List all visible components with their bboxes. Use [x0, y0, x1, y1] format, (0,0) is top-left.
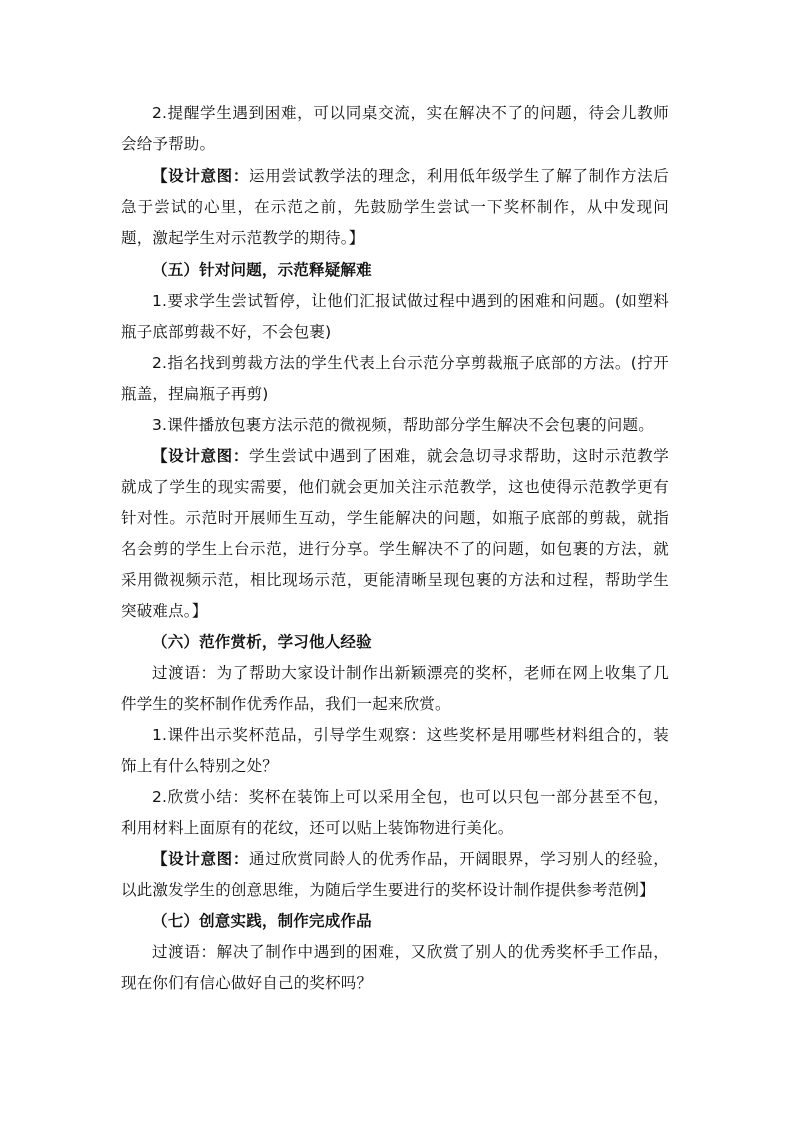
- design-intent-label: 【设计意图：: [152, 167, 250, 185]
- paragraph-step-1-pause: 1.要求学生尝试暂停，让他们汇报试做过程中遇到的困难和问题。(如塑料瓶子底部剪裁不好，不会包裹): [121, 292, 669, 341]
- paragraph-transition-1: 过渡语：为了帮助大家设计制作出新颖漂亮的奖杯，老师在网上收集了几件学生的奖杯制作优秀作品，我们一起来欣赏。: [121, 664, 669, 713]
- paragraph-show-samples: 1.课件出示奖杯范品，引导学生观察：这些奖杯是用哪些材料组合的，装饰上有什么特别之处？: [121, 726, 669, 775]
- paragraph-step-3-video: 3.课件播放包裹方法示范的微视频，帮助部分学生解决不会包裹的问题。: [152, 416, 654, 434]
- design-intent-note-3: [121, 844, 669, 906]
- design-intent-text: 通过欣赏同龄人的优秀作品，开阔眼界，学习别人的经验，以此激发学生的创意思维，为随后学生要进行的奖杯设计制作提供参考范例】: [121, 850, 670, 899]
- paragraph-step-2-demo: 2.指名找到剪裁方法的学生代表上台示范分享剪裁瓶子底部的方法。(拧开瓶盖，捏扁瓶子再剪): [121, 354, 669, 403]
- design-intent-text: 学生尝试中遇到了困难，就会急切寻求帮助，这时示范教学就成了学生的现实需要，他们就会更加关注示范教学，这也使得示范教学更有针对性。示范时开展师生互动，学生能解决的问题，如瓶子底部的剪裁，就指名会剪的学生上台示范，进行分享。学生解决不了的问题，如包裹的方法，就采用微视频示范，相比现场示范，更能清晰呈现包裹的方法和过程，帮助学生突破难点。】: [121, 447, 670, 620]
- design-intent-note-1: [121, 161, 669, 254]
- document-page: [121, 98, 669, 999]
- section-heading-5: （五）针对问题，示范释疑解难: [152, 261, 372, 279]
- design-intent-note-2: [121, 441, 669, 627]
- section-heading-6: （六）范作赏析，学习他人经验: [152, 633, 372, 651]
- design-intent-text: 运用尝试教学法的理念，利用低年级学生了解了制作方法后急于尝试的心里，在示范之前，先鼓励学生尝试一下奖杯制作，从中发现问题，激起学生对示范教学的期待。】: [121, 167, 670, 247]
- paragraph-reminder: 2.提醒学生遇到困难，可以同桌交流，实在解决不了的问题，待会儿教师会给予帮助。: [121, 104, 669, 153]
- section-heading-7: （七）创意实践，制作完成作品: [152, 912, 372, 930]
- paragraph-summary: 2.欣赏小结：奖杯在装饰上可以采用全包，也可以只包一部分甚至不包，利用材料上面原有的花纹，还可以贴上装饰物进行美化。: [121, 788, 669, 837]
- design-intent-label: 【设计意图：: [152, 447, 250, 465]
- design-intent-label: 【设计意图：: [152, 850, 250, 868]
- paragraph-transition-2: 过渡语：解决了制作中遇到的困难，又欣赏了别人的优秀奖杯手工作品，现在你们有信心做好自己的奖杯吗？: [121, 943, 669, 992]
